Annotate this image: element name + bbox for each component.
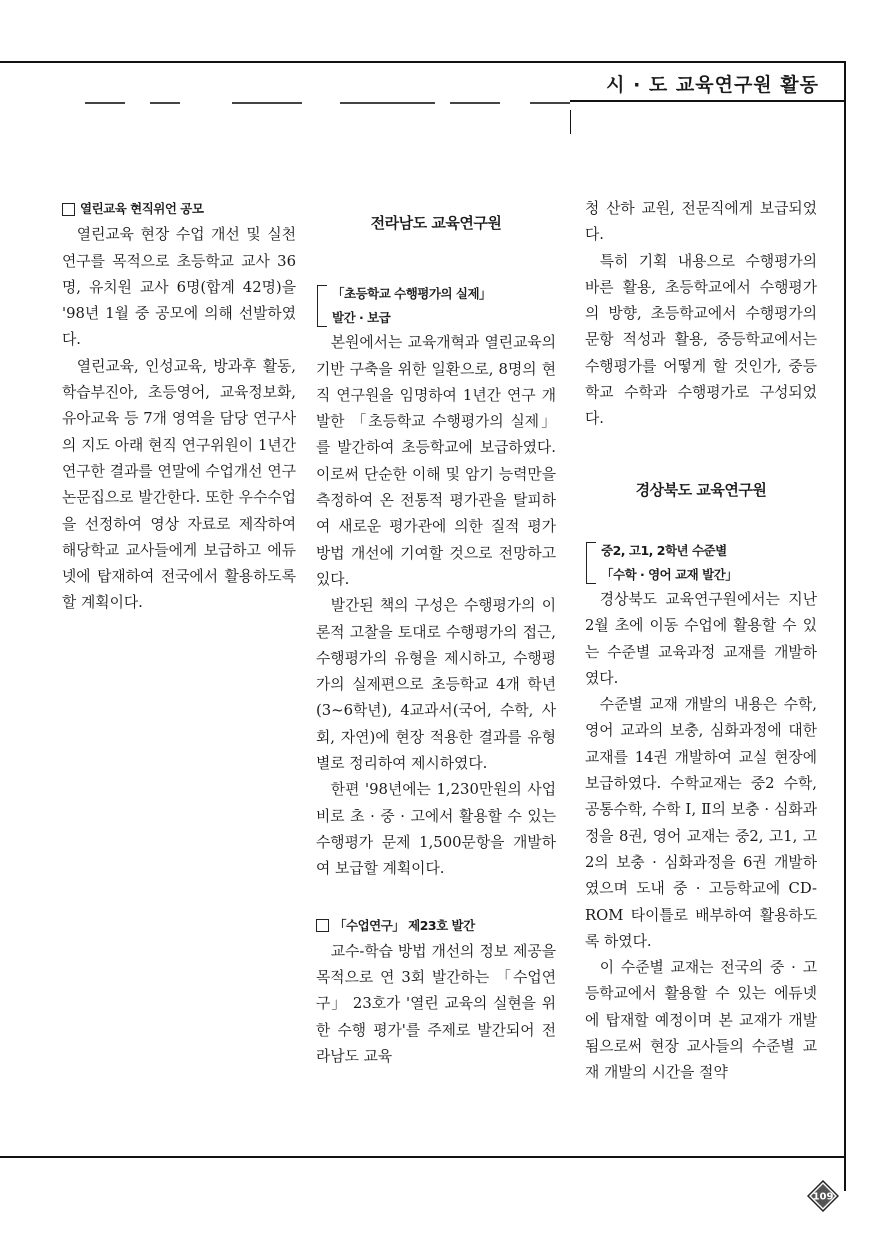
column-divider-mark (570, 110, 571, 134)
footer-rule (0, 1156, 845, 1158)
heading-line: 중2, 고1, 2학년 수준별 (601, 542, 727, 558)
page-section-title: 시 · 도 교육연구원 활동 (606, 74, 819, 96)
paragraph: 발간된 책의 구성은 수행평가의 이론적 고찰을 토대로 수행평가의 접근, 수행평가의 유형을 제시하고, 수행평가의 실제편으로 초등학교 4개 학년(3~6학년), 4교과서(국어, 수학, 사회, 자연)에 현장 적용한 결과를 유형별로 정리하여 제시하였다. (316, 597, 556, 773)
paragraph: 수준별 교재 개발의 내용은 수학, 영어 교과의 보충, 심화과정에 대한 교재를 14권 개발하여 교실 현장에 보급하였다. 수학교재는 중2 수학, 공통수학, 수학 Ⅰ, Ⅱ의 보충 · 심화과정을 8권, 영어 교재는 중2, 고1, 고2의 보충 · 심화과정을 6권 개발하였으며 도내 중 · 고등학교에 CD-ROM 타이틀로 배부하여 활용하도록 하였다. (585, 696, 817, 950)
paragraph: 열린교육 현장 수업 개선 및 실천 연구를 목적으로 초등학교 교사 36명, 유치원 교사 6명(합계 42명)을 '98년 1월 중 공모에 의해 선발하였다. (62, 226, 296, 349)
header-bottom-rule (570, 100, 845, 102)
institute-title-jeonnam: 전라남도 교육연구원 (370, 214, 502, 232)
column-3 (585, 196, 817, 1087)
paragraph: 경상북도 교육연구원에서는 지난 2월 초에 이동 수업에 활용할 수 있는 수준별 교육과정 교재를 개발하였다. (585, 590, 817, 687)
column-2 (316, 210, 556, 1070)
subsection-heading-level-textbooks (585, 539, 817, 587)
paragraph: 본원에서는 교육개혁과 열린교육의 기반 구축을 위한 일환으로, 8명의 현직 연구원을 임명하여 1년간 연구 개발한 「초등학교 수행평가의 실제」를 발간하여 초등학교에 보급하였다. 이로써 단순한 이해 및 암기 능력만을 측정하여 온 전통적 평가관을 탈피하여 새로운 평가관에 의한 질적 평가 방법 개선에 기여할 것으로 전망하고 있다. (316, 334, 556, 588)
diamond-badge-icon (807, 1180, 839, 1212)
institute-title-gyeongbuk: 경상북도 교육연구원 (635, 480, 767, 499)
page-number: 109 (812, 1191, 834, 1203)
paragraph: 교수-학습 방법 개선의 정보 제공을 목적으로 연 3회 발간하는 「수업연구」 23호가 '열린 교육의 실현을 위한 수행 평가'를 주제로 발간되어 전라남도 교육 (316, 942, 556, 1066)
page-number-badge (807, 1180, 839, 1212)
checkbox-square-icon (62, 203, 75, 216)
subsection-heading-performance-assessment (316, 282, 556, 330)
paragraph: 한편 '98년에는 1,230만원의 사업비로 초 · 중 · 고에서 활용할 수 있는 수행평가 문제 1,500문항을 개발하여 보급할 계획이다. (316, 781, 556, 878)
paragraph: 특히 기획 내용으로 수행평가의 바른 활용, 초등학교에서 수행평가의 방향, 초등학교에서 수행평가의 문항 적성과 활용, 중등학교에서는 수행평가를 어떻게 할 것인가, 중등학교 수학과 수행평가로 구성되었다. (585, 252, 817, 428)
heading-line: 「수학 · 영어 교재 발간」 (601, 566, 738, 582)
paragraph: 이 수준별 교재는 전국의 중 · 고등학교에서 활용할 수 있는 에듀넷에 탑재할 예정이며 본 교재가 개발됨으로써 현장 교사들의 수준별 교재 개발의 시간을 절약 (585, 959, 817, 1082)
column-1 (62, 196, 296, 617)
bracket-icon (586, 542, 596, 584)
paragraph: 청 산하 교원, 전문직에게 보급되었다. (585, 200, 817, 244)
bracket-icon (317, 285, 327, 327)
header-top-rule (0, 61, 845, 63)
section-heading-open-education (62, 196, 296, 222)
heading-text: 열린교육 현직위언 공모 (80, 201, 204, 216)
heading-line: 발간 · 보급 (332, 310, 391, 326)
paragraph: 열린교육, 인성교육, 방과후 활동, 학습부진아, 초등영어, 교육정보화, 유아교육 등 7개 영역을 담당 연구사의 지도 아래 현직 연구위원이 1년간 연구한 결과를 연말에 수업개선 연구 논문집으로 발간한다. 또한 우수수업을 선정하여 영상 자료로 제작하여 해당학교 교사들에게 보급하고 에듀넷에 탑재하여 전국에서 활용하도록 할 계획이다. (62, 357, 296, 612)
header-right-rule (844, 61, 846, 1191)
heading-line: 「초등학교 수행평가의 실제」 (332, 286, 492, 302)
subsection-heading-lesson-research (316, 913, 556, 939)
checkbox-square-icon (316, 919, 329, 932)
heading-text: 「수업연구」 제23호 발간 (334, 917, 475, 933)
